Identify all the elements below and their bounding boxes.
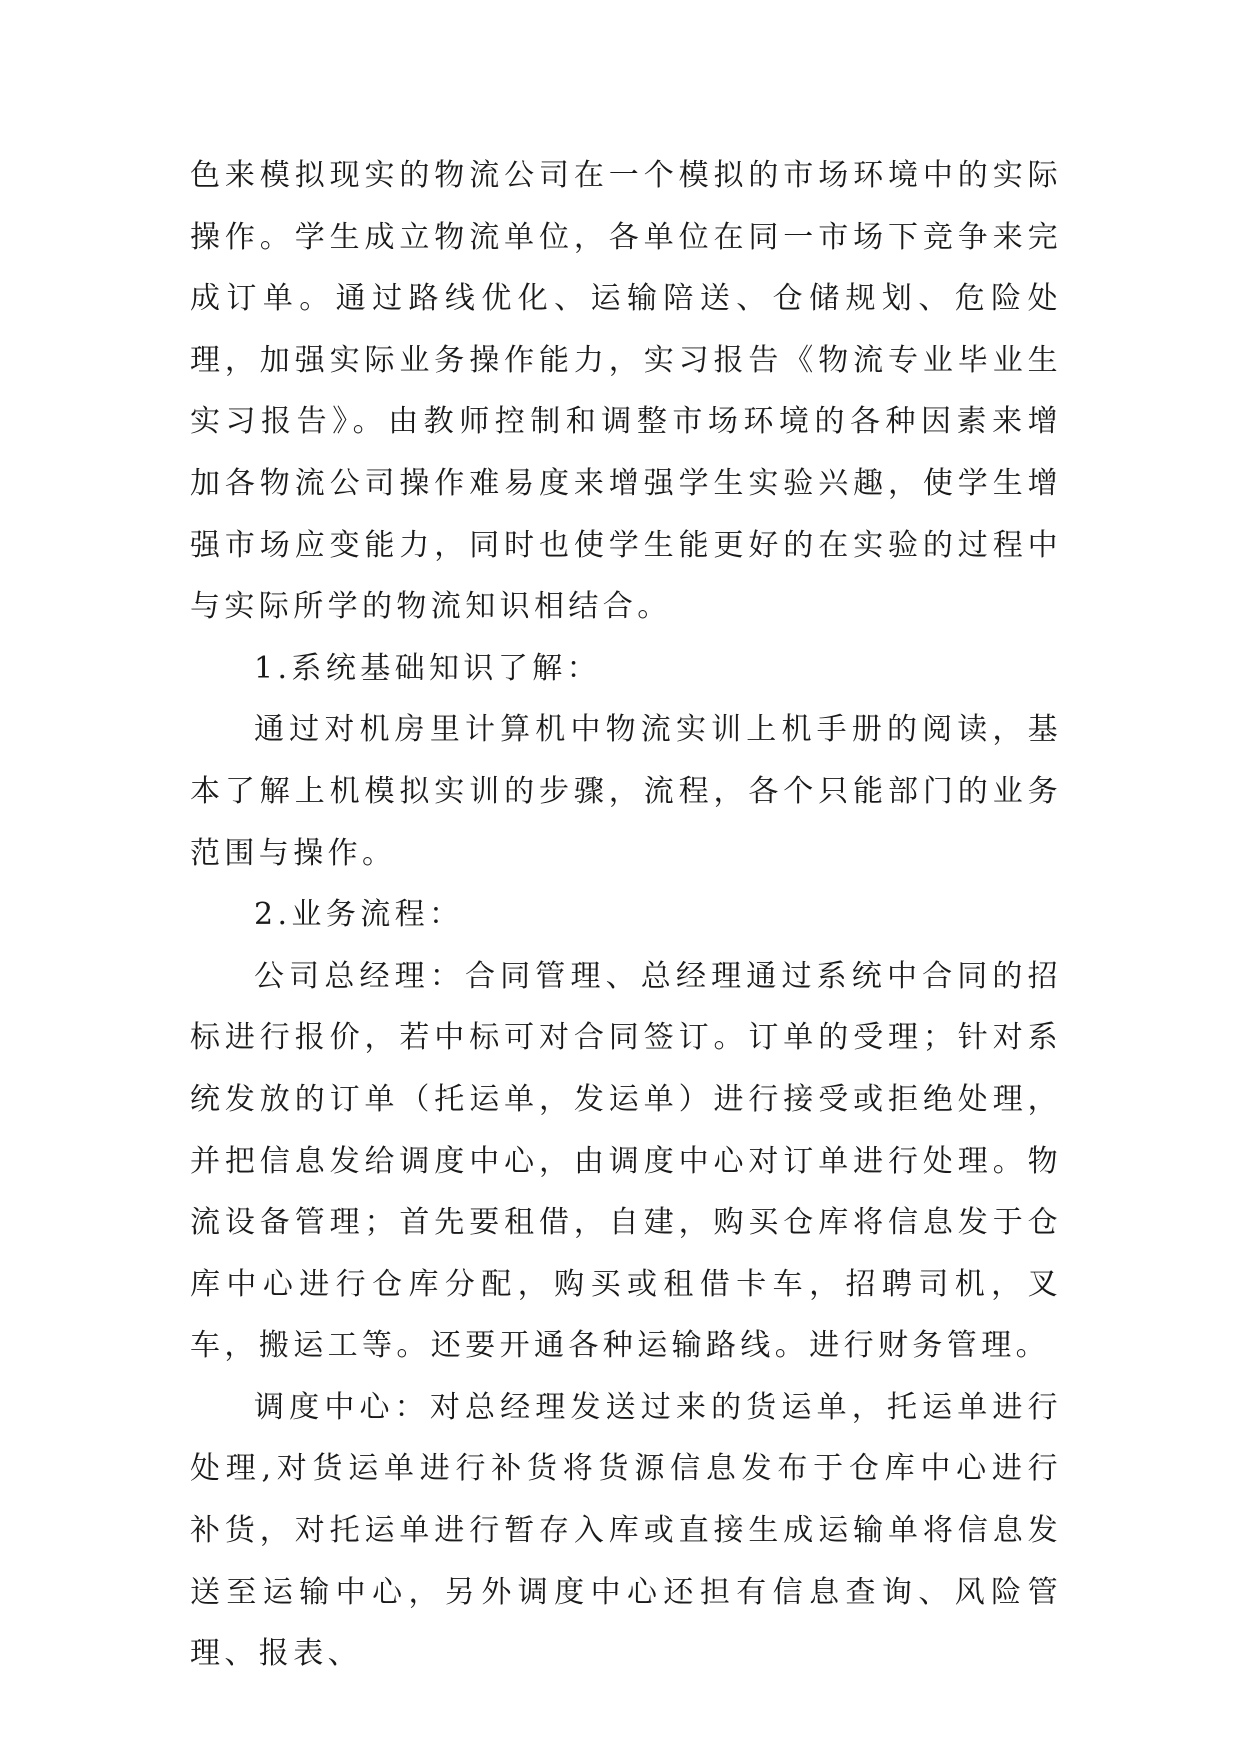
section-heading-business-process: 2.业务流程： [254,897,464,933]
paragraph-continuation: 色来模拟现实的物流公司在一个模拟的市场环境中的实际操作。学生成立物流单位，各单位在同一市场下竞争来完成订单。通过路线优化、运输陪送、仓储规划、危险处理，加强实际业务操作能力，实习报告《物流专业毕业生实习报告》。由教师控制和调整市场环境的各种因素来增加各物流公司操作难易度来增强学生实验兴趣，使学生增强市场应变能力，同时也使学生能更好的在实验的过程中与实际所学的物流知识相结合。 [190,158,1062,625]
section-heading-system-basics: 1.系统基础知识了解： [254,650,602,686]
document-body [190,145,1062,1685]
paragraph-general-manager: 公司总经理：合同管理、总经理通过系统中合同的招标进行报价，若中标可对合同签订。订单的受理；针对系统发放的订单（托运单，发运单）进行接受或拒绝处理，并把信息发给调度中心，由调度中心对订单进行处理。物流设备管理；首先要租借，自建，购买仓库将信息发于仓库中心进行仓库分配，购买或租借卡车，招聘司机，叉车，搬运工等。还要开通各种运输路线。进行财务管理。 [190,958,1062,1364]
paragraph-system-basics: 通过对机房里计算机中物流实训上机手册的阅读，基本了解上机模拟实训的步骤，流程，各个只能部门的业务范围与操作。 [190,712,1062,871]
paragraph-dispatch-center: 调度中心：对总经理发送过来的货运单，托运单进行处理,对货运单进行补货将货源信息发布于仓库中心进行补货，对托运单进行暂存入库或直接生成运输单将信息发送至运输中心，另外调度中心还担有信息查询、风险管理、报表、 [190,1389,1062,1672]
